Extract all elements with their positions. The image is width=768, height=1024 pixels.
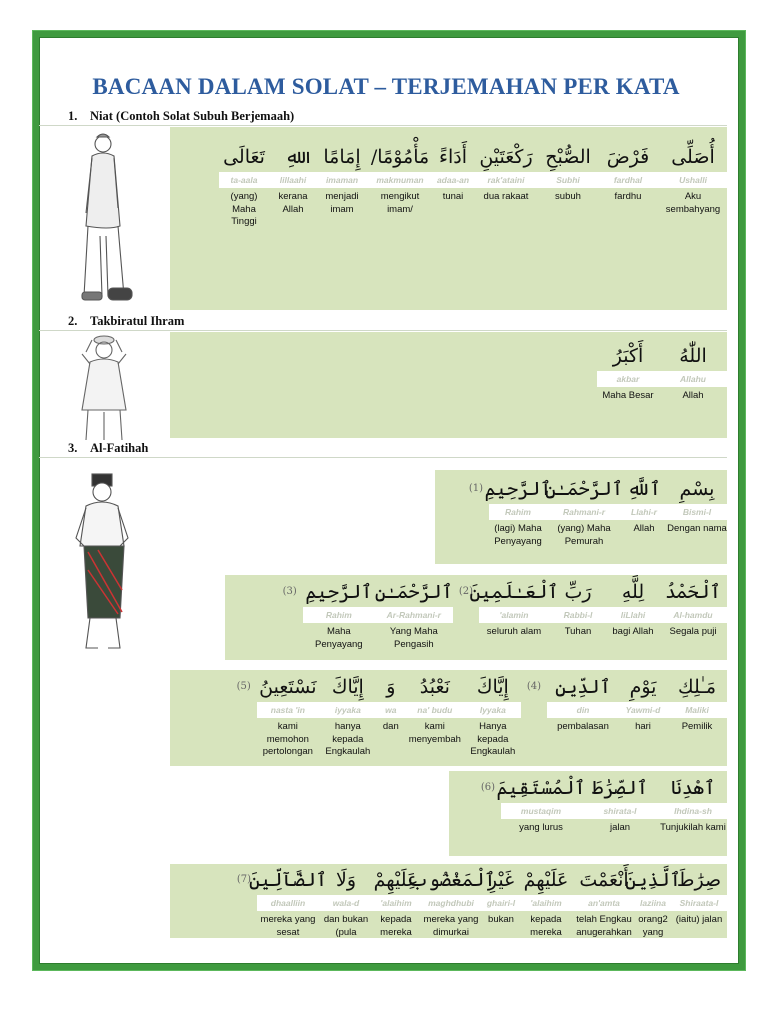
meaning: (yang) Maha Pemurah (557, 523, 611, 547)
meaning: Maha Penyayang (315, 626, 363, 650)
section-niat-heading (68, 109, 294, 124)
word-column (483, 865, 519, 939)
word-column (303, 577, 375, 651)
transliteration: maghdhubi (419, 895, 483, 911)
niat-words (219, 142, 727, 229)
verse-number: (1) (468, 483, 483, 494)
meaning: (lagi) Maha Penyayang (494, 523, 542, 547)
word-column (465, 672, 521, 759)
transliteration: wala-d (319, 895, 373, 911)
meaning: seluruh alam (486, 626, 542, 637)
word-column (597, 142, 659, 229)
arabic-word: إِيَّاكَ (476, 676, 509, 698)
arabic-word: أَنْعَمْتَ (579, 869, 629, 891)
transliteration: laziina (635, 895, 671, 911)
transliteration: rak'ataini (473, 172, 539, 188)
word-column (367, 142, 433, 229)
meaning: jalan (609, 822, 631, 833)
transliteration: Rahim (303, 607, 375, 623)
word-column (249, 865, 327, 939)
transliteration: Iyyaka (465, 702, 521, 718)
meaning: kerana Allah (278, 191, 308, 215)
transliteration: an'amta (573, 895, 635, 911)
meaning: dua rakaat (483, 191, 529, 202)
transliteration: Maliki (667, 702, 727, 718)
meaning: mereka yang sesat (260, 914, 316, 938)
fatihah-line4-words (475, 773, 727, 835)
arabic-word: ﷲِ (287, 146, 299, 168)
arabic-word: ٱلْحَمْدُ (665, 581, 721, 603)
word-column (597, 341, 659, 403)
arabic-word: ٱلرَّحْمَـٰنِ (374, 581, 453, 603)
transliteration: iyyaka (319, 702, 377, 718)
transliteration: Llahi-r (621, 504, 667, 520)
word-column (625, 865, 681, 939)
section-label: Al-Fatihah (90, 441, 149, 455)
arabic-word: وَ (386, 676, 396, 698)
transliteration: nasta 'in (257, 702, 319, 718)
section-number: 2. (68, 314, 78, 328)
meaning: hari (635, 721, 651, 732)
word-column (319, 865, 373, 939)
page-title: BACAAN DALAM SOLAT – TERJEMAHAN PER KATA (92, 74, 680, 99)
word-column (659, 577, 727, 651)
transliteration: 'alamin (479, 607, 549, 623)
arabic-word: تَعَالَى (223, 146, 265, 168)
verse-number: (4) (526, 681, 541, 692)
standing-figure-cap-illustration (68, 470, 142, 660)
meaning: dan (382, 721, 399, 732)
meaning: Hanya kepada Engkaulah (470, 721, 516, 757)
transliteration: 'alaihim (519, 895, 573, 911)
transliteration: Ushalli (659, 172, 727, 188)
word-column (519, 865, 573, 939)
word-column (667, 672, 727, 759)
section-label: Niat (Contoh Solat Subuh Berjemaah) (90, 109, 295, 123)
arabic-word: أَكْبَرُ (612, 345, 644, 367)
meaning: Tunjukilah kami (660, 822, 726, 833)
transliteration: imaman (317, 172, 367, 188)
meaning: kepada mereka (380, 914, 412, 938)
meaning: tunai (442, 191, 464, 202)
transliteration: Al-hamdu (659, 607, 727, 623)
transliteration: Bismi-l (667, 504, 727, 520)
transliteration: Shiraata-l (671, 895, 727, 911)
arabic-word: مَأْمُوْمًا/ (370, 146, 430, 168)
transliteration: na' budu (405, 702, 465, 718)
transliteration: shirata-l (581, 803, 659, 819)
word-column (405, 672, 465, 759)
verse-number: (3) (282, 586, 297, 597)
arabic-word: الصُّبْحِ (545, 146, 591, 168)
meaning: orang2 yang (638, 914, 668, 938)
word-column (433, 142, 473, 229)
transliteration: ghairi-l (483, 895, 519, 911)
arabic-word: مَـٰلِكِ (677, 676, 717, 698)
fatihah-line3-words (231, 672, 727, 759)
transliteration: Ihdina-sh (659, 803, 727, 819)
section-number: 1. (68, 109, 78, 123)
arabic-word: ٱلرَّحِيمِ (484, 478, 552, 500)
word-column (549, 577, 607, 651)
arabic-word: عَلَيْهِمْ (373, 869, 419, 891)
arabic-word: إِيَّاكَ (331, 676, 364, 698)
meaning: hanya kepada Engkaulah (325, 721, 371, 757)
word-column (406, 865, 496, 939)
meaning: kami menyembah (408, 721, 461, 745)
word-column (539, 142, 597, 229)
section-takbir-heading (68, 314, 184, 329)
transliteration: ta-aala (219, 172, 269, 188)
arabic-word: بِسْمِ (679, 478, 715, 500)
arabic-word: وَلَا (335, 869, 356, 891)
word-column (659, 341, 727, 403)
word-column (547, 474, 621, 548)
verse-number: (2) (458, 586, 473, 597)
transliteration: makmuman (367, 172, 433, 188)
standing-figure-illustration (70, 128, 140, 308)
arabic-word: يَوْمِ (629, 676, 657, 698)
arabic-word: فَرْضَ (606, 146, 650, 168)
fatihah-line1-words (463, 474, 727, 548)
word-column (607, 577, 659, 651)
meaning: yang lurus (519, 822, 563, 833)
transliteration: 'alaihim (373, 895, 419, 911)
meaning: Aku sembahyang (665, 191, 721, 215)
transliteration: akbar (597, 371, 659, 387)
transliteration: mustaqim (501, 803, 581, 819)
word-column (269, 142, 317, 229)
transliteration: Rahim (489, 504, 547, 520)
section-number: 3. (68, 441, 78, 455)
arabic-word: ٱللَّهِ (627, 478, 661, 500)
arabic-word: ٱهْدِنَا (670, 777, 716, 799)
meaning: bukan (488, 914, 514, 925)
word-column (671, 865, 727, 939)
meaning: Tuhan (564, 626, 592, 637)
meaning: mereka yang dimurkai (423, 914, 479, 938)
meaning: mengikut imam/ (380, 191, 420, 215)
arabic-word: ٱلدِّينِ (555, 676, 611, 698)
transliteration: Subhi (539, 172, 597, 188)
transliteration: Ar-Rahmani-r (375, 607, 453, 623)
meaning: telah Engkau anugerahkan (576, 914, 632, 938)
verse-number: (6) (480, 782, 495, 793)
transliteration: fardhal (597, 172, 659, 188)
transliteration: Rabbi-l (549, 607, 607, 623)
arabic-word: اللّٰهُ (679, 345, 707, 367)
section-label: Takbiratul Ihram (90, 314, 185, 328)
transliteration: wa (377, 702, 405, 718)
transliteration: din (547, 702, 619, 718)
verse-number: (5) (236, 681, 251, 692)
word-column (469, 577, 559, 651)
arabic-word: ٱلَّذِينَ (625, 869, 681, 891)
word-column (496, 773, 586, 835)
word-column (659, 142, 727, 229)
fatihah-line2-words (277, 577, 727, 651)
word-column (667, 474, 727, 548)
verse-number: (7) (236, 874, 251, 885)
section-divider (39, 330, 727, 331)
transliteration: dhaalliin (257, 895, 319, 911)
arabic-word: ٱلضَّآلِّينَ (249, 869, 327, 891)
transliteration: Allahu (659, 371, 727, 387)
word-column (621, 474, 667, 548)
section-divider (39, 125, 727, 126)
word-column (317, 142, 367, 229)
arabic-word: ٱلرَّحْمَـٰنِ (545, 478, 623, 500)
meaning: dan bukan (pula (323, 914, 369, 938)
section-divider (39, 457, 727, 458)
meaning: Allah (633, 523, 655, 534)
takbir-figure-illustration (60, 332, 145, 444)
word-column (659, 773, 727, 835)
meaning: (yang) Maha Tinggi (230, 191, 258, 227)
transliteration: liLlahi (607, 607, 659, 623)
section-fatihah-heading (68, 441, 148, 456)
takbir-words (597, 341, 727, 403)
arabic-word: ٱلْعَـٰلَمِينَ (469, 581, 559, 603)
meaning: kepada mereka (530, 914, 562, 938)
arabic-word: أُصَلِّى (671, 146, 715, 168)
arabic-word: إِمَامًا (323, 146, 361, 168)
word-column (484, 474, 552, 548)
word-column (375, 577, 453, 651)
arabic-word: رَبِّ (564, 581, 592, 603)
transliteration: adaa-an (433, 172, 473, 188)
meaning: Yang Maha Pengasih (389, 626, 438, 650)
meaning: Pemilik (681, 721, 713, 732)
transliteration: Rahmani-r (547, 504, 621, 520)
word-column (377, 672, 405, 759)
arabic-word: غَيْرِ (487, 869, 515, 891)
meaning: Dengan nama (667, 523, 727, 534)
meaning: bagi Allah (612, 626, 654, 637)
arabic-word: ٱلرَّحِيمِ (305, 581, 373, 603)
word-column (473, 142, 539, 229)
meaning: Segala puji (669, 626, 717, 637)
arabic-word: أَدَاءً (439, 146, 467, 168)
meaning: Allah (682, 390, 704, 401)
arabic-word: نَسْتَعِينُ (259, 676, 317, 698)
meaning: kami memohon pertolongan (262, 721, 313, 757)
arabic-word: ٱلْمَغْضُوبِ (406, 869, 496, 891)
arabic-word: لِلَّهِ (621, 581, 645, 603)
meaning: pembalasan (557, 721, 609, 732)
meaning: Maha Besar (602, 390, 654, 401)
word-column (581, 773, 659, 835)
transliteration: Yawmi-d (619, 702, 667, 718)
meaning: fardhu (614, 191, 642, 202)
meaning: (iaitu) jalan (675, 914, 723, 925)
meaning: subuh (555, 191, 581, 202)
transliteration: lillaahi (269, 172, 317, 188)
meaning: menjadi imam (325, 191, 359, 215)
word-column (619, 672, 667, 759)
word-column (547, 672, 619, 759)
arabic-word: صِرَٰطَ (676, 869, 722, 891)
arabic-word: ٱلصِّرَٰطَ (592, 777, 648, 799)
fatihah-line5-words (231, 865, 727, 939)
word-column (319, 672, 377, 759)
arabic-word: رَكْعَتَيْنِ (479, 146, 533, 168)
arabic-word: ٱلْمُسْتَقِيمَ (496, 777, 586, 799)
word-column (219, 142, 269, 229)
arabic-word: عَلَيْهِمْ (523, 869, 569, 891)
word-column (257, 672, 319, 759)
arabic-word: نَعْبُدُ (419, 676, 450, 698)
